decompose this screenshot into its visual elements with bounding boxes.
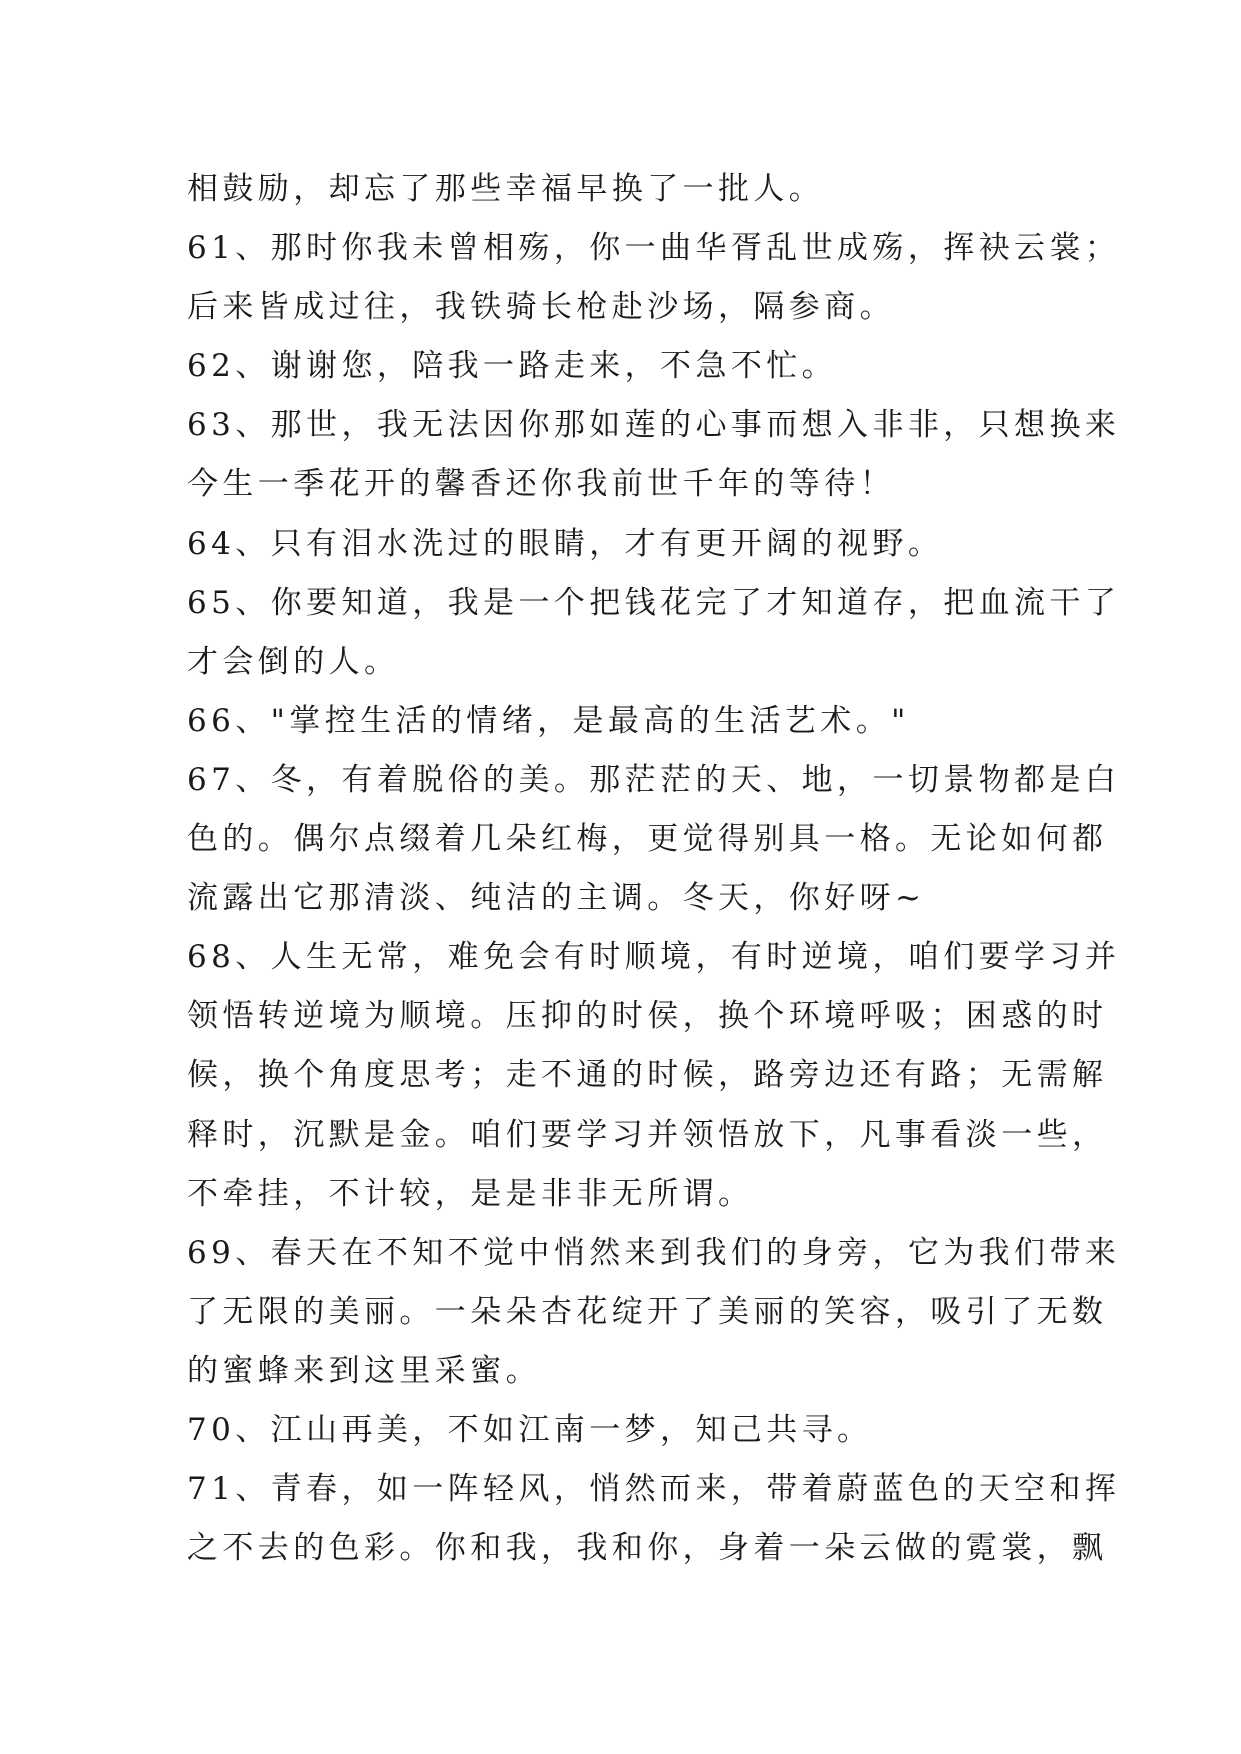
text-line: 不牵挂，不计较，是是非非无所谓。 (187, 1175, 754, 1212)
text-line: 71、青春，如一阵轻风，悄然而来，带着蔚蓝色的天空和挥 (187, 1471, 1121, 1508)
text-line: 释时，沉默是金。咱们要学习并领悟放下，凡事看淡一些， (187, 1116, 1108, 1153)
text-line: 流露出它那清淡、纯洁的主调。冬天，你好呀~ (187, 880, 926, 917)
text-line: 之不去的色彩。你和我，我和你，身着一朵云做的霓裳，飘 (187, 1530, 1108, 1567)
text-line: 67、冬，有着脱俗的美。那茫茫的天、地，一切景物都是白 (187, 761, 1121, 798)
text-line: 才会倒的人。 (187, 643, 400, 680)
text-line: 今生一季花开的馨香还你我前世千年的等待！ (187, 466, 895, 503)
text-line: 63、那世，我无法因你那如莲的心事而想入非非，只想换来 (187, 407, 1121, 444)
text-line: 了无限的美丽。一朵朵杏花绽开了美丽的笑容，吸引了无数 (187, 1293, 1108, 1330)
text-line: 66、"掌控生活的情绪，是最高的生活艺术。" (187, 702, 910, 739)
text-line: 的蜜蜂来到这里采蜜。 (187, 1352, 541, 1389)
body-text (187, 160, 1121, 1578)
text-line: 62、谢谢您，陪我一路走来，不急不忙。 (187, 348, 838, 385)
text-line: 领悟转逆境为顺境。压抑的时侯，换个环境呼吸；困惑的时 (187, 998, 1108, 1035)
text-line: 色的。偶尔点缀着几朵红梅，更觉得别具一格。无论如何都 (187, 821, 1108, 858)
text-line: 68、人生无常，难免会有时顺境，有时逆境，咱们要学习并 (187, 939, 1121, 976)
text-line: 相鼓励，却忘了那些幸福早换了一批人。 (187, 171, 825, 207)
text-line: 69、春天在不知不觉中悄然来到我们的身旁，它为我们带来 (187, 1234, 1121, 1271)
text-line: 61、那时你我未曾相殇，你一曲华胥乱世成殇，挥袂云裳； (187, 230, 1121, 267)
text-line: 64、只有泪水洗过的眼睛，才有更开阔的视野。 (187, 525, 944, 562)
text-line: 70、江山再美，不如江南一梦，知己共寻。 (187, 1411, 873, 1448)
text-line: 候，换个角度思考；走不通的时候，路旁边还有路；无需解 (187, 1057, 1108, 1094)
text-line: 后来皆成过往，我铁骑长枪赴沙场，隔参商。 (187, 289, 895, 326)
text-line: 65、你要知道，我是一个把钱花完了才知道存，把血流干了 (187, 584, 1121, 621)
